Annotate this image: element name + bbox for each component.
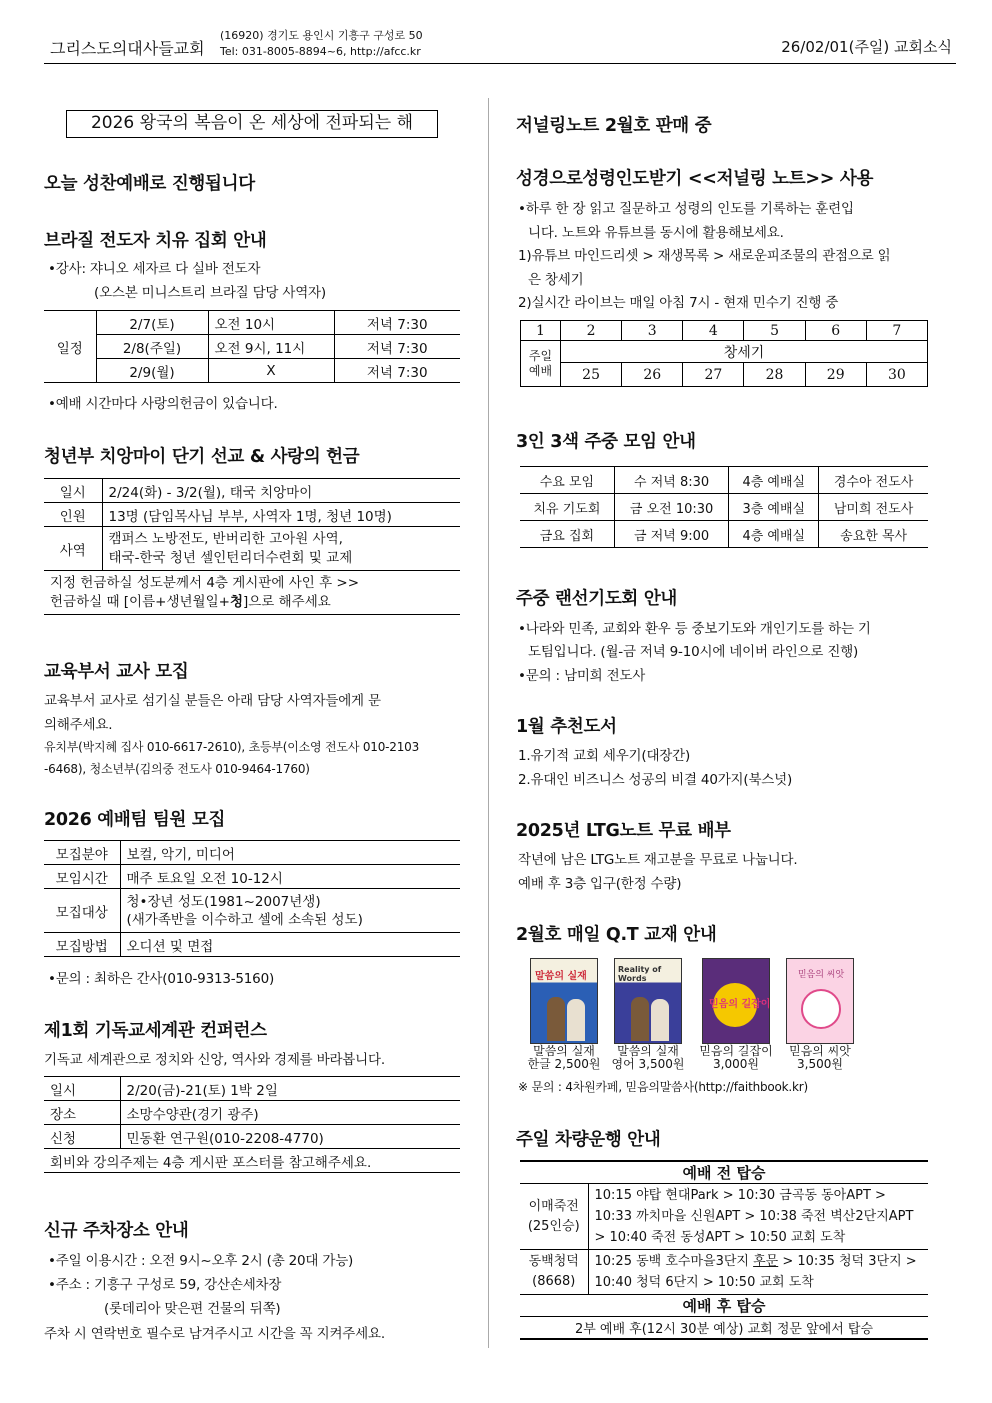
issue-date: 26/02/01(주일) 교회소식	[781, 38, 952, 56]
qt-book-label: 말씀의 실재 영어 3,500원	[611, 1044, 685, 1071]
church-name: 그리스도의대사들교회	[50, 39, 205, 58]
qt-book-cover: 믿음의 길잡이	[702, 958, 770, 1044]
three-meetings-heading: 3인 3색 주중 모임 안내	[516, 432, 696, 452]
online-prayer-heading: 주중 랜선기도회 안내	[516, 589, 678, 609]
bible-journal-heading: 성경으로성령인도받기 <<저널링 노트>> 사용	[516, 169, 874, 189]
worship-team-table: 모집분야 보컬, 악기, 미디어 모임시간 매주 토요일 오전 10-12시 모집대상 청•장년 성도(1981~2007년생) (새가족반을 이수하고 셀에 소속된 성도) 모집방법 오디션 및 면접	[44, 840, 460, 957]
qt-book-cover: Reality of Words	[614, 958, 682, 1044]
brazil-heading: 브라질 전도자 치유 집회 안내	[44, 231, 267, 251]
worldview-heading: 제1회 기독교세계관 컨퍼런스	[44, 1021, 267, 1041]
column-divider	[488, 98, 489, 1348]
qt-book-cover: 말씀의 실재	[530, 958, 598, 1044]
worship-team-heading: 2026 예배팀 팀원 모집	[44, 810, 226, 830]
reading-plan-table: 1 2 3 4 5 6 7 주일 예배 창세기 25 26 27 28 29 30	[520, 320, 928, 387]
qt-book-cover: 믿음의 씨앗	[786, 958, 854, 1044]
brazil-schedule-table: 일정 2/7(토) 오전 10시 저녁 7:30 2/8(주일) 오전 9시, 11시 저녁 7:30 2/9(월) X 저녁 7:30	[44, 310, 460, 383]
qt-book-label: 믿음의 씨앗 3,500원	[789, 1044, 851, 1071]
praise-heading: 오늘 성찬예배로 진행됩니다	[44, 174, 255, 194]
qt-book-label: 믿음의 길잡이 3,000원	[699, 1044, 773, 1071]
qt-inquiry: ※ 문의 : 4차원카페, 믿음의말씀사(http://faithbook.kr)	[518, 1080, 809, 1094]
qt-heading: 2월호 매일 Q.T 교재 안내	[516, 925, 717, 945]
bus-heading: 주일 차량운행 안내	[516, 1130, 661, 1150]
youth-mission-heading: 청년부 치앙마이 단기 선교 & 사랑의 헌금	[44, 447, 360, 467]
edu-heading: 교육부서 교사 모집	[44, 662, 189, 682]
worldview-table: 일시 2/20(금)-21(토) 1박 2일 장소 소망수양관(경기 광주) 신청 민동환 연구원(010-2208-4770) 회비와 강의주제는 4층 게시판 포스터를 참고해주세요.	[44, 1076, 460, 1173]
journal-heading: 저널링노트 2월호 판매 중	[516, 116, 712, 136]
page-header	[44, 26, 956, 64]
ltg-heading: 2025년 LTG노트 무료 배부	[516, 821, 731, 841]
youth-mission-table: 일시 2/24(화) - 3/2(월), 태국 치앙마이 인원 13명 (담임목사님 부부, 사역자 1명, 청년 10명) 사역 캠퍼스 노방전도, 반버리한 고아원 사역, 태국-한국 청년 셀인턴리더수련회 및 교제 지정 헌금하실 성도분께서 4층 게시판에 사인 후 >> 헌금하실 때 [이름+생년월일+청]으로 해주세요	[44, 478, 460, 615]
church-address: (16920) 경기도 용인시 기흥구 구성로 50 Tel: 031-8005-8894~6, http://afcc.kr	[220, 29, 423, 58]
parking-heading: 신규 주차장소 안내	[44, 1221, 189, 1241]
qt-book-label: 말씀의 실재 한글 2,500원	[527, 1044, 601, 1071]
bus-schedule-table: 예배 전 탑승 이매죽전 (25인승) 10:15 야탑 현대Park > 10:30 금곡동 동아APT > 10:33 까치마을 신원APT > 10:38 죽전 벽산2단지APT > 10:40 죽전 동성APT > 10:50 교회 도착 동백청덕 (8668) 10:25 동백 호수마을3단지 후문 > 10:35 청덕 3단지 > 10:40 청덕 6단지 > 10:50 교회 도착 예배 후 탑승 2부 예배 후(12시 30분 예상) 교회 정문 앞에서 탑승	[520, 1160, 928, 1340]
weekday-meetings-table: 수요 모임 수 저녁 8:30 4층 예배실 경수아 전도사 치유 기도회 금 오전 10:30 3층 예배실 남미희 전도사 금요 집회 금 저녁 9:00 4층 예배실 송요한 목사	[520, 466, 928, 548]
books-heading: 1월 추천도서	[516, 717, 617, 737]
year-banner: 2026 왕국의 복음이 온 세상에 전파되는 해	[66, 110, 438, 138]
